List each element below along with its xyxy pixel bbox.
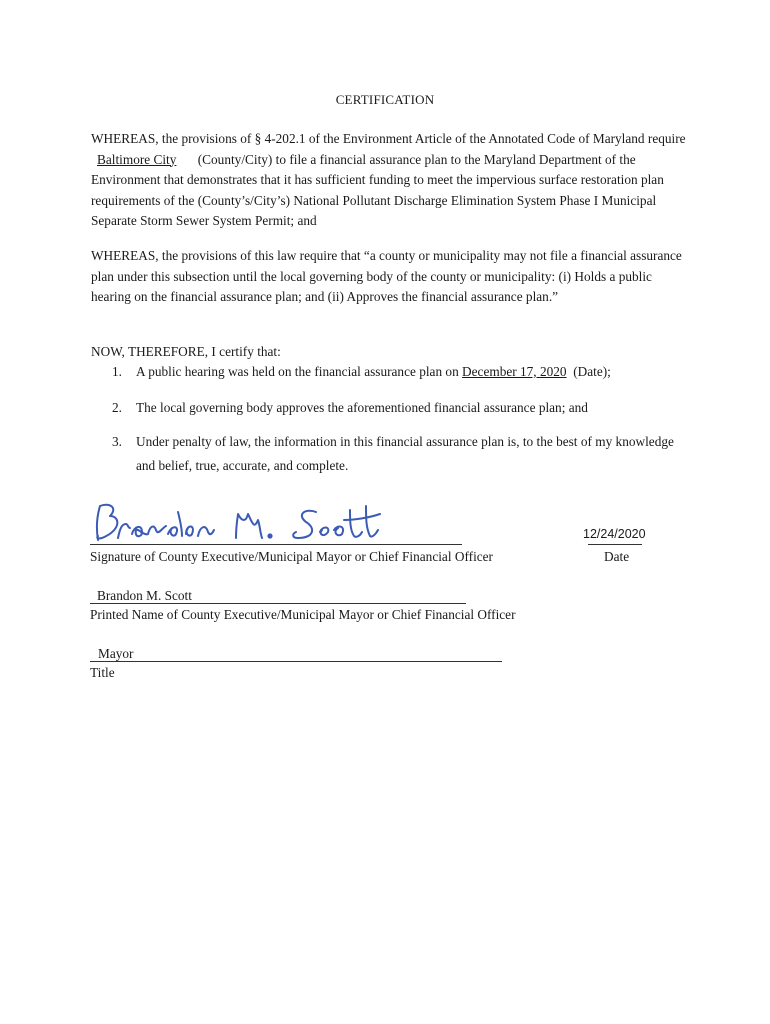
- item-number: 1.: [112, 364, 122, 379]
- signature-line: [90, 544, 462, 545]
- whereas-paragraph-2: WHEREAS, the provisions of this law require that “a county or municipality may not file a financial assurance plan under this subsection until the local governing body of the county or municipality: (i) Holds a public hearing on the financial assurance plan; and (ii) Approves the financial assurance plan.”: [91, 248, 682, 304]
- item-number: 2.: [112, 400, 122, 415]
- jurisdiction-field: Baltimore City: [97, 151, 177, 167]
- signature-date-value: 12/24/2020: [583, 527, 646, 541]
- item-number: 3.: [112, 434, 122, 449]
- item-text: Under penalty of law, the information in this financial assurance plan is, to the best of my knowledge and belief, true, accurate, and complete.: [136, 434, 674, 473]
- item-text: The local governing body approves the aforementioned financial assurance plan; and: [136, 400, 588, 415]
- date-line: [588, 544, 642, 545]
- signature-label: Signature of County Executive/Municipal Mayor or Chief Financial Officer: [90, 549, 493, 564]
- now-therefore-line: NOW, THEREFORE, I certify that:: [91, 344, 281, 359]
- whereas-1-text-start: WHEREAS, the provisions of § 4-202.1 of the Environment Article of the Annotated Code of Maryland require: [91, 131, 686, 146]
- printed-name-line: [90, 603, 466, 604]
- title-line: [90, 661, 502, 662]
- item-text: [136, 360, 692, 384]
- whereas-1-text-end: (County/City) to file a financial assurance plan to the Maryland Department of the Environment that demonstrates that it has sufficient funding to meet the impervious surface restoration plan requirements of the (County’s/City’s) National Pollutant Discharge Elimination System Phase I Municipal Separate Storm Sewer System Permit; and: [91, 151, 664, 228]
- item-1-text-start: A public hearing was held on the financial assurance plan on: [136, 364, 459, 379]
- hearing-date-field: December 17, 2020: [462, 364, 567, 379]
- date-label: Date: [604, 549, 630, 564]
- title-label: Title: [90, 665, 115, 680]
- printed-name-value: Brandon M. Scott: [97, 588, 192, 603]
- item-1-text-end: (Date);: [573, 364, 611, 379]
- printed-name-label: Printed Name of County Executive/Municipal Mayor or Chief Financial Officer: [90, 607, 516, 622]
- document-heading: CERTIFICATION: [335, 92, 435, 107]
- whereas-paragraph-1: [91, 129, 691, 232]
- title-value: Mayor: [98, 646, 134, 661]
- handwritten-signature: [88, 500, 468, 546]
